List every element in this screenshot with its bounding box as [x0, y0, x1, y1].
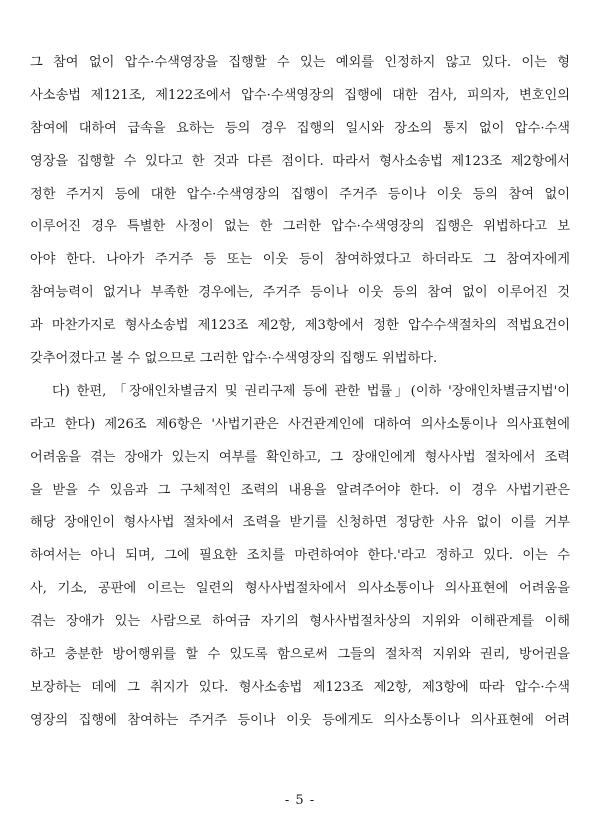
text-line: 사소송법 제121조, 제122조에서 압수·수색영장의 집행에 대한 검사, 피의자, 변호인의 [30, 87, 570, 103]
text-line: 아야 한다. 나아가 주거주 등 또는 이웃 등이 참여하였다고 하더라도 그 참여자에게 [30, 252, 570, 268]
text-line: 정한 주거지 등에 대한 압수·수색영장의 집행이 주거주 등이나 이웃 등의 참여 없이 [30, 186, 570, 202]
text-line: 사, 기소, 공판에 이르는 일련의 형사사법절차에서 의사소통이나 의사표현에 어려움을 [30, 581, 570, 597]
text-line: 하여서는 아니 되며, 그에 필요한 조치를 마련하여야 한다.'라고 정하고 있다. 이는 수 [30, 548, 570, 564]
text-line: 그 참여 없이 압수·수색영장을 집행할 수 있는 예외를 인정하지 않고 있다. 이는 형 [30, 55, 570, 70]
text-line: 과 마찬가지로 형사소송법 제123조 제2항, 제3항에서 정한 압수수색절차의 적법요건이 [30, 318, 570, 334]
text-line: 영장의 집행에 참여하는 주거주 등이나 이웃 등에게도 의사소통이나 의사표현에 어려 [30, 712, 570, 728]
body-text [30, 47, 570, 738]
text-line: 참여능력이 없거나 부족한 경우에는, 주거주 등이나 이웃 등의 참여 없이 이루어진 것 [30, 285, 570, 301]
section-start-line: 다) 한편, 「장애인차별금지 및 권리구제 등에 관한 법률」(이하 '장애인차별금지법'이 [52, 383, 570, 399]
text-line: 라고 한다) 제26조 제6항은 '사법기관은 사건관계인에 대하여 의사소통이나 의사표현에 [30, 416, 570, 432]
text-line: 을 받을 수 있음과 그 구체적인 조력의 내용을 알려주어야 한다. 이 경우 사법기관은 [30, 482, 570, 498]
text-line: 이루어진 경우 특별한 사정이 없는 한 그러한 압수·수색영장의 집행은 위법하다고 보 [30, 219, 570, 235]
text-line: 보장하는 데에 그 취지가 있다. 형사소송법 제123조 제2항, 제3항에 따라 압수·수색 [30, 679, 570, 695]
text-line: 겪는 장애가 있는 사람으로 하여금 자기의 형사사법절차상의 지위와 이해관계를 이해 [30, 614, 570, 630]
text-line: 해당 장애인이 형사사법 절차에서 조력을 받기를 신청하면 정당한 사유 없이 이를 거부 [30, 515, 570, 531]
text-line: 참여에 대하여 급속을 요하는 등의 경우 집행의 일시와 장소의 통지 없이 압수·수색 [30, 120, 570, 136]
text-line: 영장을 집행할 수 있다고 한 것과 다른 점이다. 따라서 형사소송법 제123조 제2항에서 [30, 153, 570, 169]
page-number: - 5 - [284, 793, 316, 808]
text-line: 하고 충분한 방어행위를 할 수 있도록 함으로써 그들의 절차적 지위와 권리, 방어권을 [30, 647, 570, 663]
text-line: 어려움을 겪는 장애가 있는지 여부를 확인하고, 그 장애인에게 형사사법 절차에서 조력 [30, 449, 570, 465]
text-line: 갖추어졌다고 볼 수 없으므로 그러한 압수·수색영장의 집행도 위법하다. [30, 351, 438, 367]
